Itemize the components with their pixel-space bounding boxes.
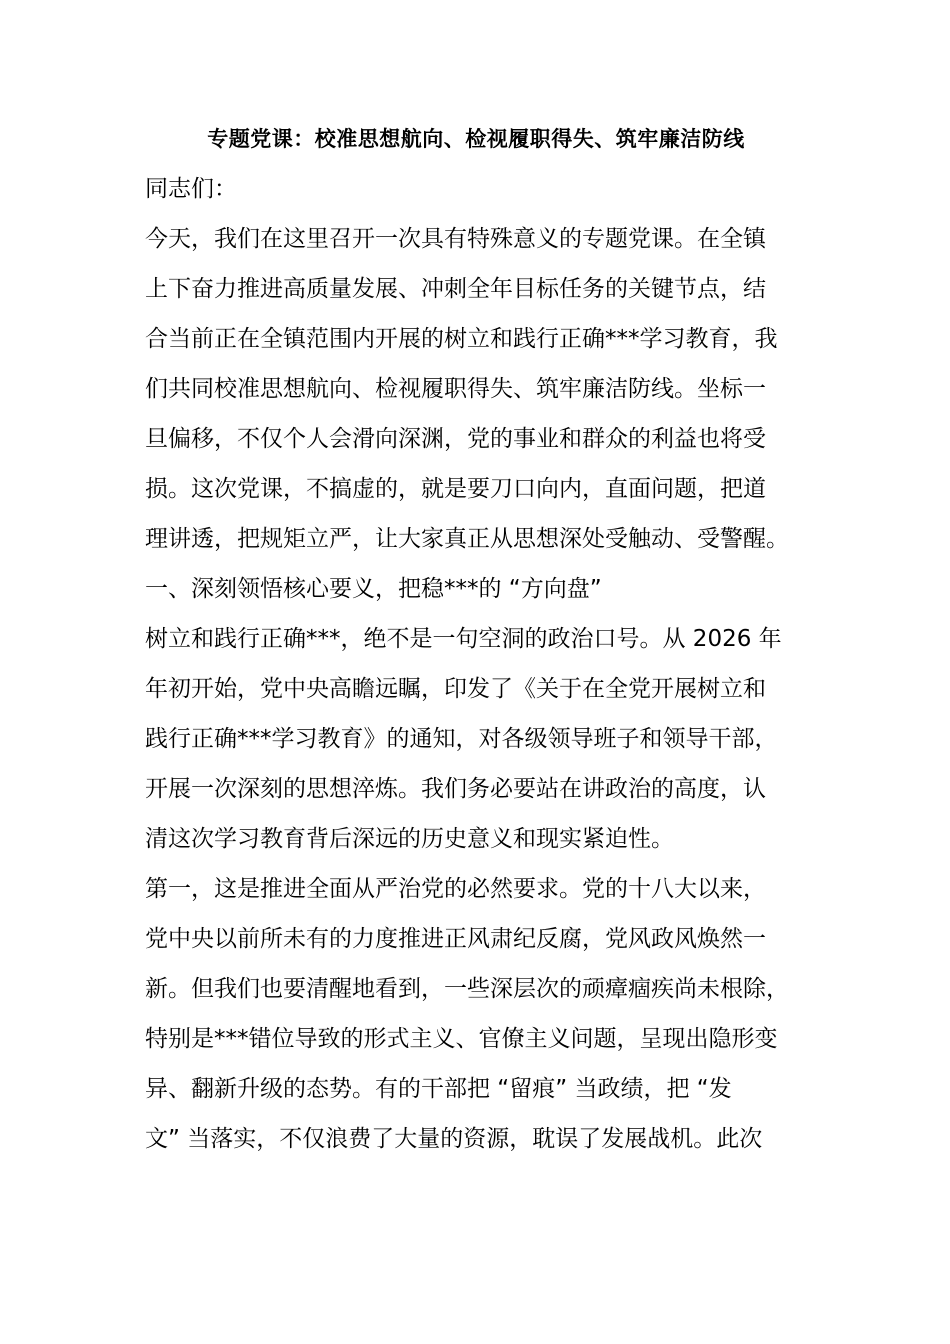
text-line-10: 年初开始，党中央高瞻远瞩，印发了《关于在全党开展树立和 [145,676,766,702]
text-line-1: 今天，我们在这里召开一次具有特殊意义的专题党课。在全镇 [145,226,766,252]
text-line-5: 旦偏移，不仅个人会滑向深渊，党的事业和群众的利益也将受 [145,426,766,452]
text-line-16: 新。但我们也要清醒地看到，一些深层次的顽瘴痼疾尚未根除， [145,976,789,1002]
text-line-14: 第一，这是推进全面从严治党的必然要求。党的十八大以来， [145,876,766,902]
text-line-15: 党中央以前所未有的力度推进正风肃纪反腐，党风政风焕然一 [145,926,766,952]
text-line-4: 们共同校准思想航向、检视履职得失、筑牢廉洁防线。坐标一 [145,376,766,402]
text-line-19: 文” 当落实，不仅浪费了大量的资源，耽误了发展战机。此次 [145,1126,763,1152]
salutation: 同志们： [145,176,237,202]
text-line-6: 损。这次党课，不搞虚的，就是要刀口向内，直面问题，把道 [145,476,766,502]
text-line-7: 理讲透，把规矩立严，让大家真正从思想深处受触动、受警醒。 [145,526,789,552]
text-line-3: 合当前正在全镇范围内开展的树立和践行正确***学习教育，我 [145,326,778,352]
section-heading-1: 一、深刻领悟核心要义，把稳***的 “方向盘” [145,576,602,602]
text-line-17: 特别是***错位导致的形式主义、官僚主义问题，呈现出隐形变 [145,1026,778,1052]
text-line-11: 践行正确***学习教育》的通知，对各级领导班子和领导干部， [145,726,778,752]
text-line-12: 开展一次深刻的思想淬炼。我们务必要站在讲政治的高度，认 [145,776,766,802]
text-line-2: 上下奋力推进高质量发展、冲刺全年目标任务的关键节点，结 [145,276,766,302]
text-line-9: 树立和践行正确***，绝不是一句空洞的政治口号。从 2026 年 [145,626,782,652]
text-line-18: 异、翻新升级的态势。有的干部把 “留痕” 当政绩，把 “发 [145,1076,732,1102]
document-title: 专题党课：校准思想航向、检视履职得失、筑牢廉洁防线 [207,127,745,151]
text-line-13: 清这次学习教育背后深远的历史意义和现实紧迫性。 [145,826,674,852]
document-page [145,118,807,1164]
